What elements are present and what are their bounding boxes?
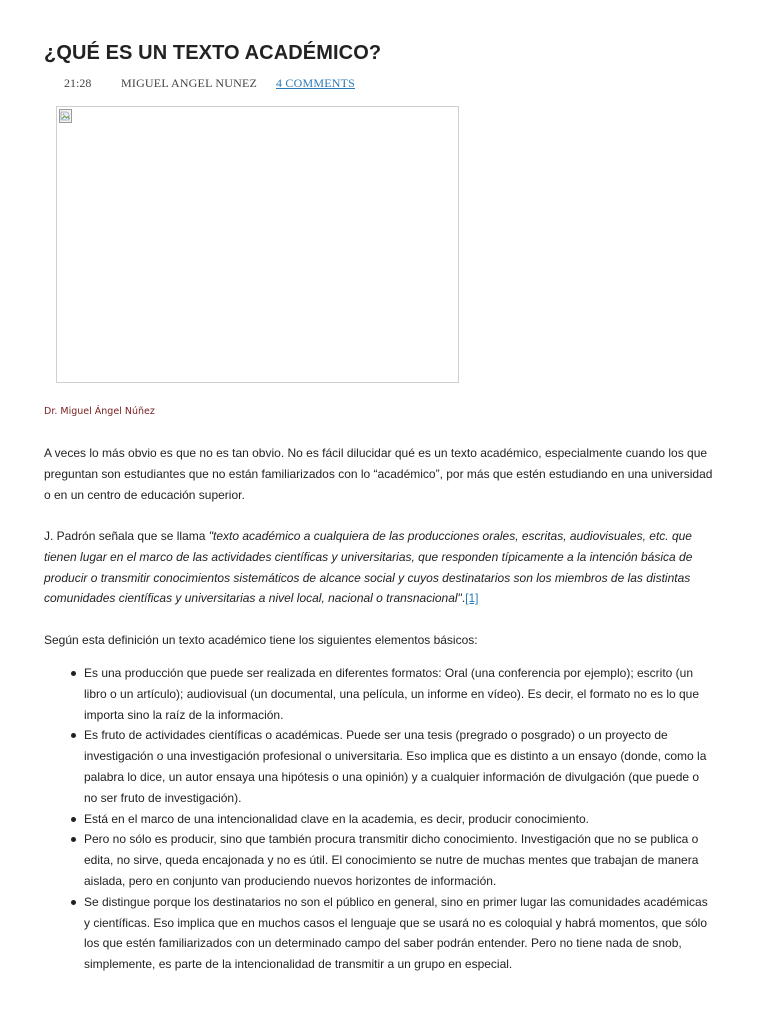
bullet-icon	[71, 837, 76, 842]
footnote-link[interactable]: [1]	[465, 591, 479, 606]
list-item	[44, 892, 714, 975]
comments-link[interactable]: 4 COMMENTS	[276, 76, 356, 90]
list-item	[44, 663, 714, 725]
list-item-text: Es una producción que puede ser realizada en diferentes formatos: Oral (una conferencia por ejemplo); escrito (un libro o un artículo); audiovisual (un documental, una película, un informe en vídeo). Es decir, el formato no es lo que importa sino la raíz de la información.	[84, 666, 700, 722]
list-item	[44, 829, 714, 891]
bullet-icon	[71, 671, 76, 676]
post-meta	[64, 76, 355, 91]
bullet-icon	[71, 900, 76, 905]
bullet-icon	[71, 733, 76, 738]
quote-text: "texto académico a cualquiera de las producciones orales, escritas, audiovisuales, etc. que tienen lugar en el marco de las actividades científicas y universitarias, que responden típicamente a la intención básica de producir o transmitir conocimientos sistemáticos de alcance social y cuyos destinatarios son los miembros de las distintas comunidades científicas y universitarias a nivel local, nacional o transnacional"	[44, 529, 693, 606]
list-item-text: Pero no sólo es producir, sino que también procura transmitir dicho conocimiento. Investigación que no se publica o edita, no sirve, queda encajonada y no es útil. El conocimiento se nutre de muchas mentes que trabajan de manera aislada, pero en conjunto van produciendo nuevos horizontes de información.	[84, 832, 699, 888]
list-item	[44, 809, 714, 830]
broken-image-icon	[58, 108, 74, 124]
list-item	[44, 725, 714, 808]
post-author: MIGUEL ANGEL NUNEZ	[121, 76, 258, 90]
bullet-icon	[71, 817, 76, 822]
quote-end: .	[461, 591, 466, 606]
list-item-text: Es fruto de actividades científicas o académicas. Puede ser una tesis (pregrado o posgrado) o un proyecto de investigación o una investigación profesional o universitaria. Eso implica que es distinto a un ensayo (donde, como la palabra lo dice, un autor ensaya una hipótesis o una opinión) y a cualquier información de divulgación (que puede o no ser fruto de investigación).	[84, 728, 707, 805]
post-title: ¿QUÉ ES UN TEXTO ACADÉMICO?	[44, 42, 382, 64]
definition-paragraph: Según esta definición un texto académico tiene los siguientes elementos básicos:	[44, 633, 478, 647]
intro-paragraph: A veces lo más obvio es que no es tan obvio. No es fácil dilucidar qué es un texto académico, especialmente cuando los que preguntan son estudiantes que no están familiarizados con lo “académico”, por más que estén estudiando en una universidad o en un centro de educación superior.	[44, 446, 713, 502]
image-caption: Dr. Miguel Ángel Núñez	[44, 406, 155, 417]
post-image	[56, 106, 459, 383]
elements-list	[44, 663, 724, 975]
quote-paragraph	[44, 526, 716, 609]
list-item-text: Está en el marco de una intencionalidad clave en la academia, es decir, producir conocimiento.	[84, 811, 589, 826]
quote-lead: J. Padrón señala que se llama	[44, 529, 209, 543]
list-item-text: Se distingue porque los destinatarios no son el público en general, sino en primer lugar las comunidades académicas y científicas. Eso implica que en muchos casos el lenguaje que se usará no es coloquial y habrá momentos, que sólo los que estén familiarizados con un determinado campo del saber podrán entender. Pero no tiene nada de snob, simplemente, es parte de la intencionalidad de transmitir a un grupo en especial.	[84, 894, 708, 972]
post-time: 21:28	[64, 76, 92, 90]
